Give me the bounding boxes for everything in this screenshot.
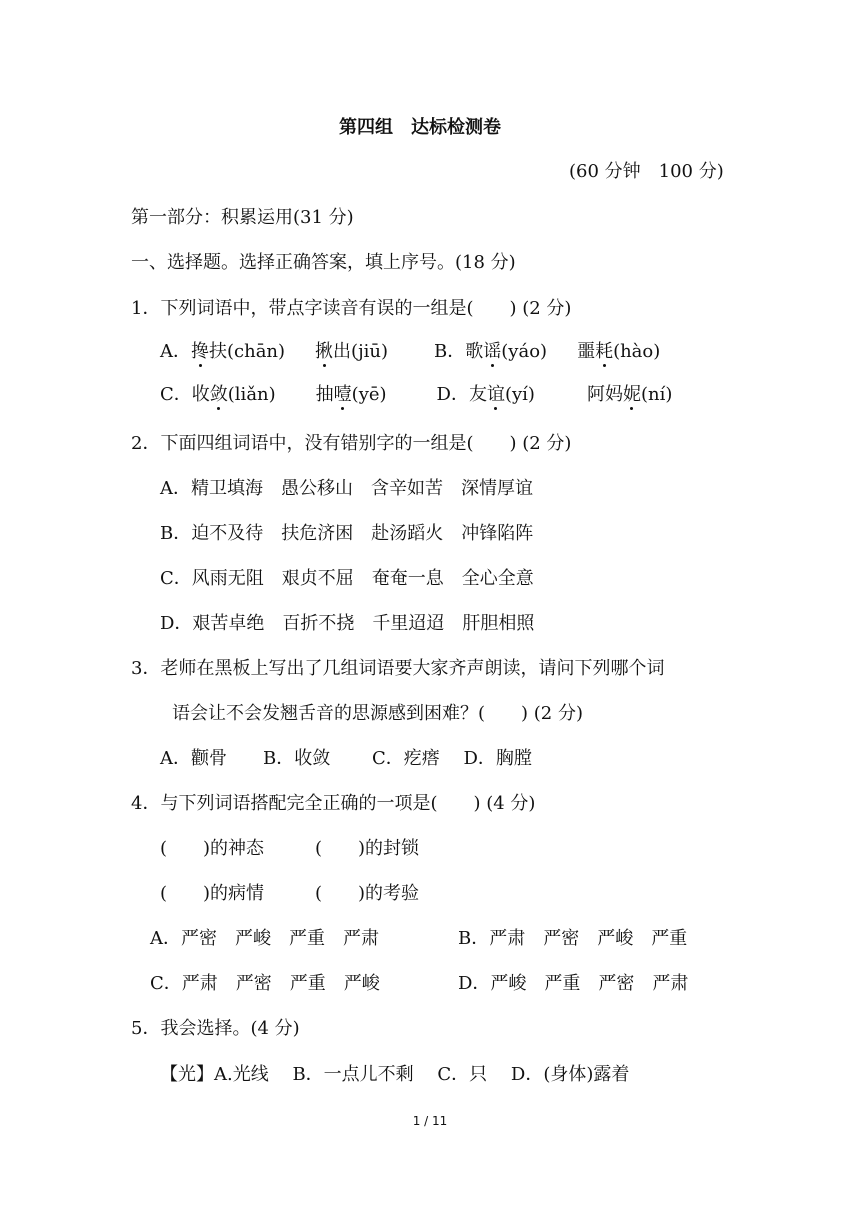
question-1-stem: 1．下列词语中，带点字读音有误的一组是( ) (2 分) xyxy=(131,298,572,319)
part-heading: 第一部分：积累运用(31 分) xyxy=(131,207,354,228)
question-5-stem: 5．我会选择。(4 分) xyxy=(131,1018,300,1039)
question-3-stem-line-1: 3．老师在黑板上写出了几组词语要大家齐声朗读，请问下列哪个词 xyxy=(131,658,665,679)
question-4-option-c: C．严肃 严密 严重 严峻 xyxy=(150,973,380,994)
question-4-option-a: A．严密 严峻 严重 严肃 xyxy=(150,928,379,949)
question-4-option-d: D．严峻 严重 严密 严肃 xyxy=(458,973,689,994)
word: 搀扶(chān) xyxy=(191,341,286,362)
word: 噩耗(hào) xyxy=(577,341,661,362)
question-1-option-row-ab xyxy=(160,340,660,364)
paper-title: 第四组 达标检测卷 xyxy=(339,117,501,138)
question-2-option-b: B．迫不及待 扶危济困 赴汤蹈火 冲锋陷阵 xyxy=(160,523,534,544)
page-number: 1 / 11 xyxy=(412,1114,448,1128)
question-2-option-a: A．精卫填海 愚公移山 含辛如苦 深情厚谊 xyxy=(160,478,533,499)
question-2-option-c: C．风雨无阻 艰贞不屈 奄奄一息 全心全意 xyxy=(160,568,534,589)
time-score: (60 分钟 100 分) xyxy=(569,161,724,182)
option-a-label: A． xyxy=(160,341,191,362)
word: 歌谣(yáo) xyxy=(465,341,548,362)
word: 友谊(yí) xyxy=(468,384,535,405)
option-c-label: C． xyxy=(160,384,192,405)
question-4-stem: 4．与下列词语搭配完全正确的一项是( ) (4 分) xyxy=(131,793,536,814)
question-4-blank-1: ( )的神态 xyxy=(160,838,265,859)
question-3-options: A．颧骨 B．收敛 C．疙瘩 D．胸膛 xyxy=(160,748,532,769)
question-4-option-b: B．严肃 严密 严峻 严重 xyxy=(458,928,688,949)
question-2-stem: 2．下面四组词语中，没有错别字的一组是( ) (2 分) xyxy=(131,433,572,454)
question-4-blank-4: ( )的考验 xyxy=(315,883,420,904)
question-1-option-row-cd xyxy=(160,383,672,407)
option-b-label: B． xyxy=(434,341,466,362)
option-d-label: D． xyxy=(436,384,469,405)
question-2-option-d: D．艰苦卓绝 百折不挠 千里迢迢 肝胆相照 xyxy=(160,613,535,634)
question-5-options: 【光】A.光线 B．一点儿不剩 C．只 D．(身体)露着 xyxy=(160,1064,630,1085)
word: 揪出(jiū) xyxy=(315,341,389,362)
question-4-blank-2: ( )的封锁 xyxy=(315,838,420,859)
section-heading: 一、选择题。选择正确答案，填上序号。(18 分) xyxy=(131,252,516,273)
question-3-stem-line-2: 语会让不会发翘舌音的思源感到困难？( ) (2 分) xyxy=(172,703,583,724)
question-4-blank-3: ( )的病情 xyxy=(160,883,265,904)
word: 抽噎(yē) xyxy=(315,384,387,405)
word: 收敛(liǎn) xyxy=(191,384,276,405)
word: 阿妈妮(ní) xyxy=(586,384,673,405)
